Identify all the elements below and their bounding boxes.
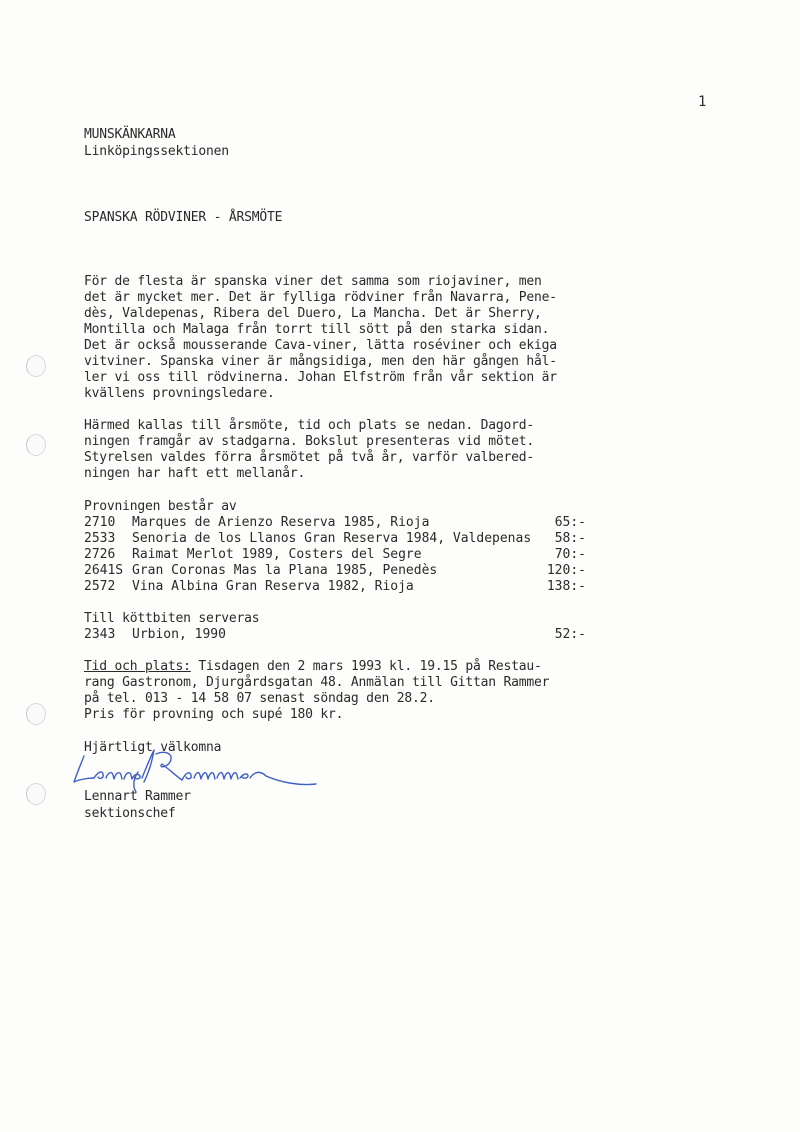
- wine-code: 2533: [84, 531, 116, 546]
- paragraph-line: Härmed kallas till årsmöte, tid och plats se nedan. Dagord-: [84, 418, 534, 433]
- paragraph-line: kvällens provningsledare.: [84, 386, 275, 401]
- section-name: Linköpingssektionen: [84, 144, 229, 159]
- wine-code: 2343: [84, 627, 116, 642]
- wine-price: 65:-: [554, 515, 586, 530]
- wine-row: [84, 531, 586, 547]
- closing-greeting: Hjärtligt välkomna: [84, 740, 222, 755]
- page-number: 1: [698, 94, 707, 110]
- paragraph-line: ler vi oss till rödvinerna. Johan Elfström från vår sektion är: [84, 370, 557, 385]
- wine-price: 52:-: [554, 627, 586, 642]
- wine-name: Urbion, 1990: [132, 627, 226, 642]
- paragraph-line: Det är också mousserande Cava-viner, lätta roséviner och ekiga: [84, 338, 557, 353]
- wine-code: 2641S: [84, 563, 124, 578]
- paragraph-line: Pris för provning och supé 180 kr.: [84, 707, 344, 722]
- wine-row: [84, 515, 586, 531]
- wine-price: 138:-: [546, 579, 586, 594]
- time-place-label: Tid och plats:: [84, 659, 191, 674]
- meat-wine-row: [84, 627, 586, 643]
- wine-price: 70:-: [554, 547, 586, 562]
- time-place-text: Tisdagen den 2 mars 1993 kl. 19.15 på Restau-: [190, 659, 542, 674]
- time-place-line: [84, 659, 542, 675]
- wine-code: 2726: [84, 547, 116, 562]
- wine-code: 2710: [84, 515, 116, 530]
- wine-code: 2572: [84, 579, 116, 594]
- paragraph-line: Montilla och Malaga från torrt till sött på den starka sidan.: [84, 322, 550, 337]
- wine-price: 120:-: [546, 563, 586, 578]
- wine-name: Marques de Arienzo Reserva 1985, Rioja: [132, 515, 430, 530]
- paragraph-line: ningen framgår av stadgarna. Bokslut presenteras vid mötet.: [84, 434, 534, 449]
- binder-hole: [26, 434, 46, 456]
- wine-price: 58:-: [554, 531, 586, 546]
- paragraph-line: rang Gastronom, Djurgårdsgatan 48. Anmälan till Gittan Rammer: [84, 675, 550, 690]
- signer-role: sektionschef: [84, 806, 176, 821]
- wine-name: Vina Albina Gran Reserva 1982, Rioja: [132, 579, 414, 594]
- paragraph-line: ningen har haft ett mellanår.: [84, 466, 306, 481]
- wine-row: [84, 563, 586, 579]
- binder-hole: [26, 703, 46, 725]
- paragraph-line: vitviner. Spanska viner är mångsidiga, men den här gången hål-: [84, 354, 557, 369]
- paragraph-line: dès, Valdepenas, Ribera del Duero, La Mancha. Det är Sherry,: [84, 306, 542, 321]
- tasting-heading: Provningen består av: [84, 499, 237, 514]
- binder-hole: [26, 355, 46, 377]
- wine-row: [84, 547, 586, 563]
- meat-heading: Till köttbiten serveras: [84, 611, 260, 626]
- document-title: SPANSKA RÖDVINER - ÅRSMÖTE: [84, 210, 283, 225]
- paragraph-line: på tel. 013 - 14 58 07 senast söndag den 28.2.: [84, 691, 435, 706]
- paragraph-line: det är mycket mer. Det är fylliga rödviner från Navarra, Pene-: [84, 290, 557, 305]
- paragraph-line: För de flesta är spanska viner det samma som riojaviner, men: [84, 274, 542, 289]
- signer-name: Lennart Rammer: [84, 789, 191, 804]
- paragraph-line: Styrelsen valdes förra årsmötet på två år, varför valbered-: [84, 450, 534, 465]
- wine-name: Senoria de los Llanos Gran Reserva 1984, Valdepenas: [132, 531, 532, 546]
- org-name: MUNSKÄNKARNA: [84, 127, 176, 142]
- wine-row: [84, 579, 586, 595]
- wine-name: Gran Coronas Mas la Plana 1985, Penedès: [132, 563, 438, 578]
- wine-name: Raimat Merlot 1989, Costers del Segre: [132, 547, 422, 562]
- binder-hole: [26, 783, 46, 805]
